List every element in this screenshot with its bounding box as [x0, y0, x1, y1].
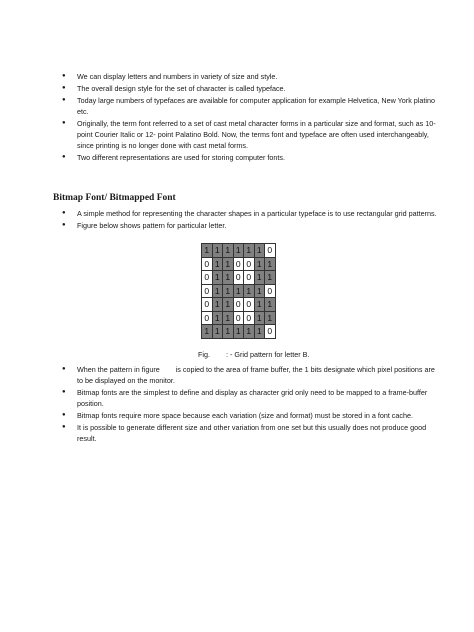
caption-label: Fig. — [198, 350, 210, 359]
list-item: ● Today large numbers of typefaces are available for computer application for example Helvetica, New York platino etc. — [62, 95, 442, 117]
grid-cell: 1 — [202, 244, 213, 258]
grid-cell: 1 — [202, 325, 213, 339]
grid-cell: 1 — [212, 257, 223, 271]
grid-cell: 1 — [265, 298, 276, 312]
list-item: ● We can display letters and numbers in variety of size and style. — [62, 71, 442, 82]
grid-row — [202, 271, 276, 285]
grid-row — [202, 257, 276, 271]
letter-b-grid — [201, 243, 276, 339]
grid-cell: 1 — [223, 244, 234, 258]
grid-cell: 1 — [212, 311, 223, 325]
grid-cell: 1 — [212, 244, 223, 258]
grid-row — [202, 311, 276, 325]
figure-caption — [198, 350, 309, 359]
grid-cell: 1 — [254, 311, 265, 325]
grid-cell: 1 — [233, 284, 244, 298]
grid-row — [202, 325, 276, 339]
grid-cell: 1 — [254, 257, 265, 271]
grid-cell: 1 — [223, 325, 234, 339]
grid-cell: 1 — [254, 298, 265, 312]
grid-cell: 0 — [202, 271, 213, 285]
grid-cell: 1 — [244, 325, 255, 339]
grid-cell: 1 — [212, 271, 223, 285]
grid-cell: 0 — [265, 325, 276, 339]
grid-cell: 0 — [202, 257, 213, 271]
grid-cell: 1 — [223, 284, 234, 298]
grid-row — [202, 298, 276, 312]
grid-cell: 1 — [233, 244, 244, 258]
grid-cell: 1 — [223, 298, 234, 312]
list-item: ● The overall design style for the set of character is called typeface. — [62, 83, 442, 94]
grid-cell: 1 — [254, 284, 265, 298]
list-item: ● When the pattern in figure is copied to the area of frame buffer, the 1 bits designate which pixel positions are to be displayed on the monitor. — [62, 364, 442, 386]
grid-cell: 1 — [254, 271, 265, 285]
grid-cell: 1 — [212, 298, 223, 312]
grid-cell: 1 — [244, 284, 255, 298]
grid-cell: 0 — [265, 284, 276, 298]
intro-bullet-list — [62, 71, 442, 164]
section-bullet-list — [62, 208, 442, 232]
grid-row — [202, 244, 276, 258]
grid-cell: 0 — [244, 271, 255, 285]
list-item: ● Bitmap fonts are the simplest to define and display as character grid only need to be mapped to a frame-buffer position. — [62, 387, 442, 409]
grid-cell: 0 — [233, 271, 244, 285]
grid-cell: 1 — [233, 325, 244, 339]
grid-cell: 0 — [233, 257, 244, 271]
grid-cell: 1 — [223, 271, 234, 285]
list-item: ● Bitmap fonts require more space because each variation (size and format) must be stored in a font cache. — [62, 410, 442, 421]
grid-cell: 0 — [244, 311, 255, 325]
bottom-bullet-list — [62, 364, 442, 445]
list-item: ● It is possible to generate different size and other variation from one set but this usually does not produce good result. — [62, 422, 442, 444]
section-heading: Bitmap Font/ Bitmapped Font — [53, 193, 176, 203]
grid-cell: 0 — [233, 311, 244, 325]
grid-cell: 1 — [265, 257, 276, 271]
grid-cell: 0 — [202, 298, 213, 312]
grid-cell: 1 — [223, 257, 234, 271]
grid-cell: 1 — [254, 244, 265, 258]
grid-cell: 0 — [202, 284, 213, 298]
list-item: ● Two different representations are used for storing computer fonts. — [62, 152, 442, 163]
grid-cell: 0 — [244, 257, 255, 271]
list-item: ● A simple method for representing the character shapes in a particular typeface is to use rectangular grid patterns. — [62, 208, 442, 219]
grid-cell: 0 — [202, 311, 213, 325]
grid-cell: 1 — [265, 271, 276, 285]
caption-text: : - Grid pattern for letter B. — [225, 350, 310, 359]
grid-cell: 0 — [244, 298, 255, 312]
grid-cell: 0 — [265, 244, 276, 258]
grid-cell: 1 — [212, 284, 223, 298]
grid-cell: 1 — [265, 311, 276, 325]
grid-cell: 1 — [244, 244, 255, 258]
grid-cell: 1 — [254, 325, 265, 339]
grid-row — [202, 284, 276, 298]
grid-cell: 0 — [233, 298, 244, 312]
list-item: ● Figure below shows pattern for particular letter. — [62, 220, 442, 231]
grid-cell: 1 — [212, 325, 223, 339]
list-item: ● Originally, the term font referred to a set of cast metal character forms in a particular size and format, such as 10-point Courier Italic or 12- point Palatino Bold. Now, the terms font and typeface are often used interchangeably, since printing is no longer done with cast metal forms. — [62, 118, 442, 151]
grid-cell: 1 — [223, 311, 234, 325]
